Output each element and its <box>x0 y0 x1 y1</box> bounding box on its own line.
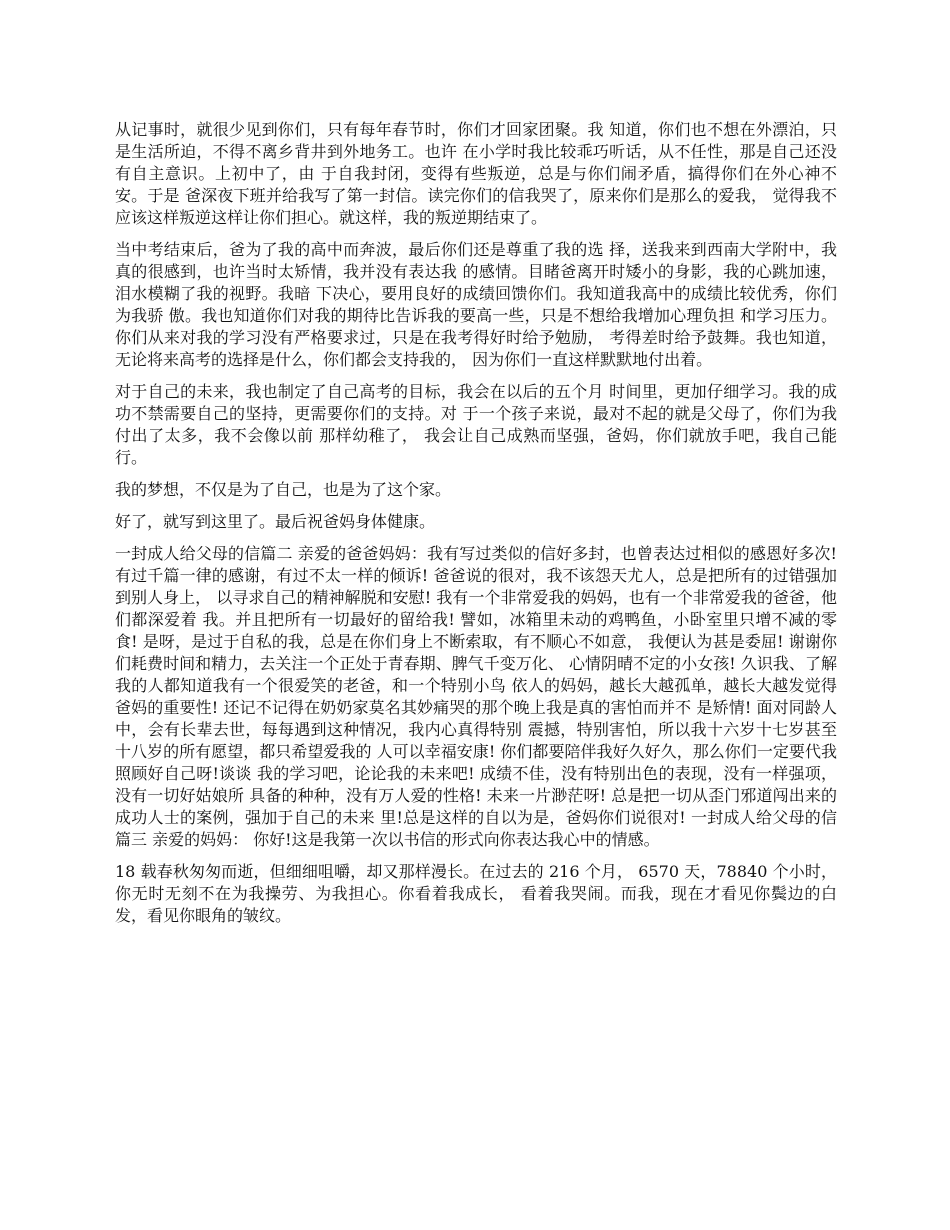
paragraph-7: 18 载春秋匆匆而逝，但细细咀嚼，却又那样漫长。在过去的 216 个月， 6570 天，78840 个小时，你无时无刻不在为我操劳、为我担心。你看着我成长， 看着我哭闹。而我，现在才看见你鬓边的白发，看见你眼角的皱纹。 <box>115 862 837 925</box>
paragraph-3: 对于自己的未来，我也制定了自己高考的目标，我会在以后的五个月 时间里，更加仔细学习。我的成功不禁需要自己的坚持，更需要你们的支持。对 于一个孩子来说，最对不起的就是父母了，你们为我付出了太多，我不会像以前 那样幼稚了， 我会让自己成熟而坚强，爸妈，你们就放手吧，我自己能行。 <box>115 382 837 467</box>
paragraph-4: 我的梦想，不仅是为了自己，也是为了这个家。 <box>115 480 452 499</box>
paragraph-1: 从记事时，就很少见到你们，只有每年春节时，你们才回家团聚。我 知道，你们也不想在外漂泊，只是生活所迫，不得不离乡背井到外地务工。也许 在小学时我比较乖巧听话，从不任性，那是自己还没有自主意识。上初中了，由 于自我封闭，变得有些叛逆，总是与你们闹矛盾，搞得你们在外心神不安。于是 爸深夜下班并给我写了第一封信。读完你们的信我哭了，原来你们是那么的爱我， 觉得我不应该这样叛逆这样让你们担心。就这样，我的叛逆期结束了。 <box>115 120 837 227</box>
document-body <box>115 119 837 937</box>
paragraph-5: 好了，就写到这里了。最后祝爸妈身体健康。 <box>115 512 436 531</box>
paragraph-6: 一封成人给父母的信篇二 亲爱的爸爸妈妈：我有写过类似的信好多封，也曾表达过相似的感恩好多次! 有过千篇一律的感谢，有过不太一样的倾诉! 爸爸说的很对，我不该怨天尤人，总是把所有的过错强加到别人身上， 以寻求自己的精神解脱和安慰! 我有一个非常爱我的妈妈，也有一个非常爱我的爸爸，他们都深爱着 我。并且把所有一切最好的留给我! 譬如，冰箱里未动的鸡鸭鱼，小卧室里只增不减的零食! 是呀，是过于自私的我，总是在你们身上不断索取，有不顺心不如意， 我便认为甚是委屈! 谢谢你们耗费时间和精力，去关注一个正处于青春期、脾气千变万化、 心情阴晴不定的小女孩! 久识我、了解我的人都知道我有一个很爱笑的老爸，和一个特别小鸟 依人的妈妈，越长大越孤单，越长大越发觉得爸妈的重要性! 还记不记得在奶奶家莫名其妙痛哭的那个晚上我是真的害怕而并不 是矫情! 面对同龄人中，会有长辈去世，每每遇到这种情况，我内心真得特别 震撼，特别害怕，所以我十六岁十七岁甚至十八岁的所有愿望，都只希望爱我的 人可以幸福安康! 你们都要陪伴我好久好久，那么你们一定要代我照顾好自己呀!谈谈 我的学习吧，论论我的未来吧! 成绩不佳，没有特别出色的表现，没有一样强项，没有一切好姑娘所 具备的种种，没有万人爱的性格! 未来一片渺茫呀! 总是把一切从歪门邪道闯出来的成功人士的案例，强加于自己的未来 里!总是这样的自以为是，爸妈你们说很对! 一封成人给父母的信篇三 亲爱的妈妈： 你好!这是我第一次以书信的形式向你表达我心中的情感。 <box>115 544 837 849</box>
paragraph-2: 当中考结束后，爸为了我的高中而奔波，最后你们还是尊重了我的选 择，送我来到西南大学附中，我真的很感到，也许当时太矫情，我并没有表达我 的感情。目睹爸离开时矮小的身影，我的心跳加速，泪水模糊了我的视野。我暗 下决心，要用良好的成绩回馈你们。我知道我高中的成绩比较优秀，你们为我骄 傲。我也知道你们对我的期待比告诉我的要高一些，只是不想给我增加心理负担 和学习压力。你们从来对我的学习没有严格要求过，只是在我考得好时给予勉励， 考得差时给予鼓舞。我也知道，无论将来高考的选择是什么，你们都会支持我的， 因为你们一直这样默默地付出着。 <box>115 240 837 369</box>
